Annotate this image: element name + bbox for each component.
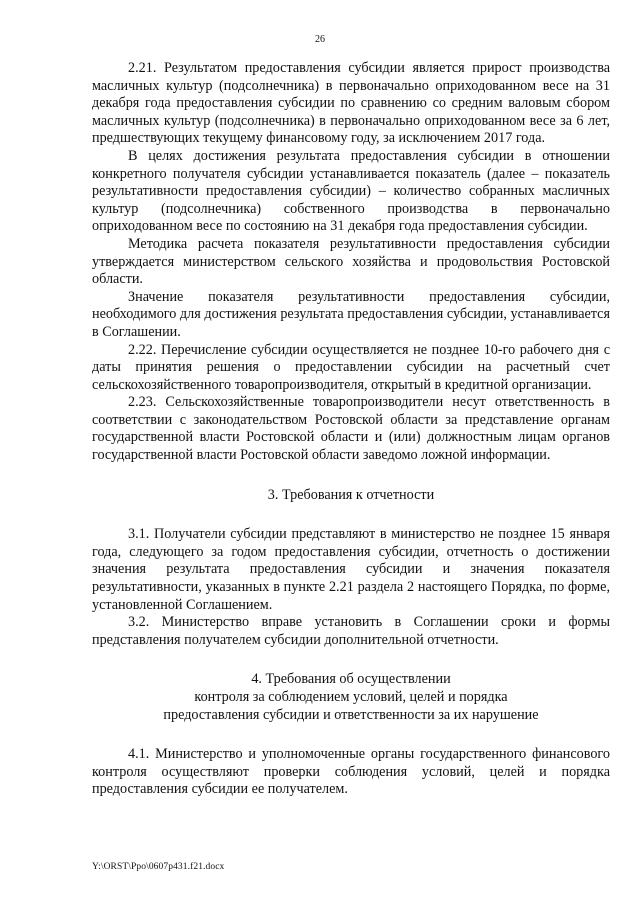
section-3-title: 3. Требования к отчетности: [267, 486, 435, 503]
paragraph-methodology: Методика расчета показателя результативности предоставления субсидии утверждается министерством сельского хозяйства и продовольствия Ростовской области.: [92, 235, 610, 288]
paragraph-2-22: 2.22. Перечисление субсидии осуществляется не позднее 10-го рабочего дня с даты принятия решения о предоставлении субсидии на расчетный счет сельскохозяйственного товаропроизводителя, открытый в кредитной организации.: [92, 341, 610, 393]
section-4-title-line-1: 4. Требования об осуществлении: [251, 671, 451, 688]
paragraph-3-2: 3.2. Министерство вправе установить в Соглашении сроки и формы представления получателем субсидии дополнительной отчетности.: [92, 614, 610, 648]
section-4-title-line-3: предоставления субсидии и ответственности за их нарушение: [163, 706, 539, 723]
page-number: 26: [315, 34, 325, 45]
section-4-title: [92, 671, 610, 724]
paragraph-indicator-value: Значение показателя результативности предоставления субсидии, необходимого для достижения результата предоставления субсидии, устанавливается в Соглашении.: [92, 288, 610, 340]
paragraph-3-1: 3.1. Получатели субсидии представляют в министерство не позднее 15 января года, следующего за годом предоставления субсидии, отчетность о достижении значения результата предоставления субсидии и значения показателя результативности, указанных в пункте 2.21 раздела 2 настоящего Порядка, по форме, установленной Соглашением.: [92, 526, 610, 613]
paragraph-result-target: В целях достижения результата предоставления субсидии в отношении конкретного получателя субсидии устанавливается показатель (далее – показатель результативности предоставления субсидии) – количество собранных масличных культур (подсолнечника) собственного производства в первоначально оприходованном весе по состоянию на 31 декабря года предоставления субсидии.: [92, 147, 610, 235]
document-body: [92, 60, 610, 799]
paragraph-2-21: 2.21. Результатом предоставления субсидии является прирост производства масличных культур (подсолнечника) в первоначально оприходованном весе на 31 декабря года предоставления субсидии по сравнению со средним валовым сбором масличных культур (подсолнечника) в первоначально оприходованном весе за 6 лет, предшествующих текущему финансовому году, за исключением 2017 года.: [92, 60, 610, 147]
file-path-footer: Y:\ORST\Ppo\0607p431.f21.docx: [92, 862, 225, 872]
paragraph-2-23: 2.23. Сельскохозяйственные товаропроизводители несут ответственность в соответствии с законодательством Ростовской области за представление органам государственной власти Ростовской области и (или) должностным лицам органов государственной власти Ростовской области заведомо ложной информации.: [92, 394, 610, 464]
section-4-title-line-2: контроля за соблюдением условий, целей и порядка: [194, 689, 508, 705]
paragraph-4-1: 4.1. Министерство и уполномоченные органы государственного финансового контроля осуществляют проверки соблюдения условий, целей и порядка предоставления субсидии ее получателем.: [92, 746, 610, 798]
